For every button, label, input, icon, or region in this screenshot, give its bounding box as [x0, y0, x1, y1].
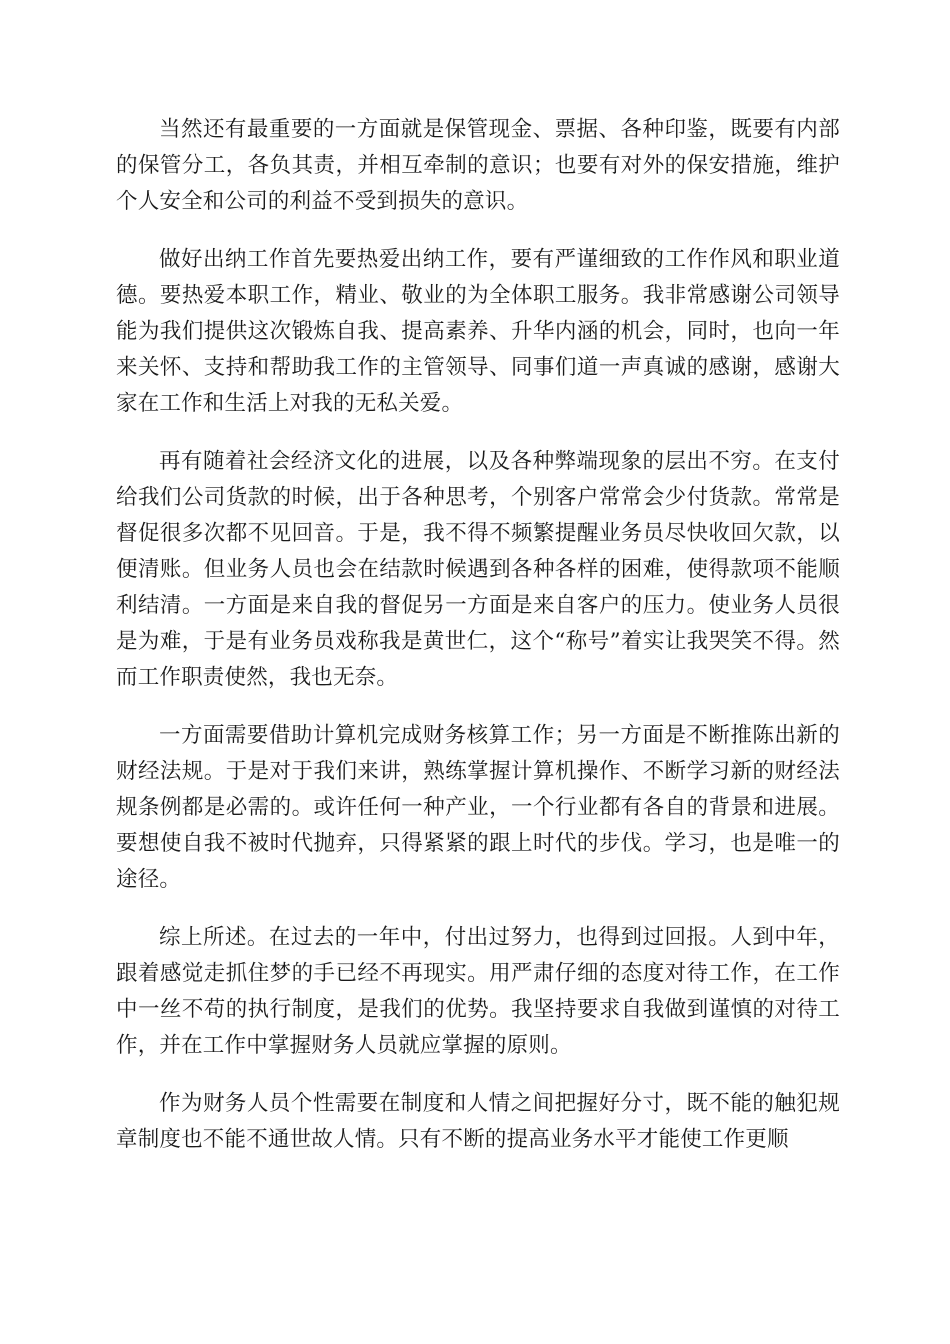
paragraph-safekeeping: 当然还有最重要的一方面就是保管现金、票据、各种印鉴，既要有内部的保管分工，各负其责，并相互牵制的意识；也要有对外的保安措施，维护个人安全和公司的利益不受到损失的意识。	[116, 117, 840, 214]
paragraph-cashier-ethics: 做好出纳工作首先要热爱出纳工作，要有严谨细致的工作作风和职业道德。要热爱本职工作，精业、敬业的为全体职工服务。我非常感谢公司领导能为我们提供这次锻炼自我、提高素养、升华内涵的机会，同时，也向一年来关怀、支持和帮助我工作的主管领导、同事们道一声真诚的感谢，感谢大家在工作和生活上对我的无私关爱。	[116, 247, 840, 416]
paragraph-computer-regulations: 一方面需要借助计算机完成财务核算工作；另一方面是不断推陈出新的财经法规。于是对于我们来讲，熟练掌握计算机操作、不断学习新的财经法规条例都是必需的。或许任何一种产业，一个行业都有各自的背景和进展。要想使自我不被时代抛弃，只得紧紧的跟上时代的步伐。学习，也是唯一的途径。	[116, 723, 840, 892]
paragraph-summary: 综上所述。在过去的一年中，付出过努力，也得到过回报。人到中年，跟着感觉走抓住梦的手已经不再现实。用严肃仔细的态度对待工作，在工作中一丝不苟的执行制度，是我们的优势。我坚持要求自我做到谨慎的对待工作，并在工作中掌握财务人员就应掌握的原则。	[116, 925, 840, 1058]
document-body	[116, 112, 840, 1180]
paragraph-receivables: 再有随着社会经济文化的进展，以及各种弊端现象的层出不穷。在支付给我们公司货款的时候，出于各种思考，个别客户常常会少付货款。常常是督促很多次都不见回音。于是，我不得不频繁提醒业务员尽快收回欠款，以便清账。但业务人员也会在结款时候遇到各种各样的困难，使得款项不能顺利结清。一方面是来自我的督促另一方面是来自客户的压力。使业务人员很是为难，于是有业务员戏称我是黄世仁，这个“称号”着实让我哭笑不得。然而工作职责使然，我也无奈。	[116, 449, 840, 690]
paragraph-finance-staff: 作为财务人员个性需要在制度和人情之间把握好分寸，既不能的触犯规章制度也不能不通世故人情。只有不断的提高业务水平才能使工作更顺	[116, 1091, 840, 1152]
